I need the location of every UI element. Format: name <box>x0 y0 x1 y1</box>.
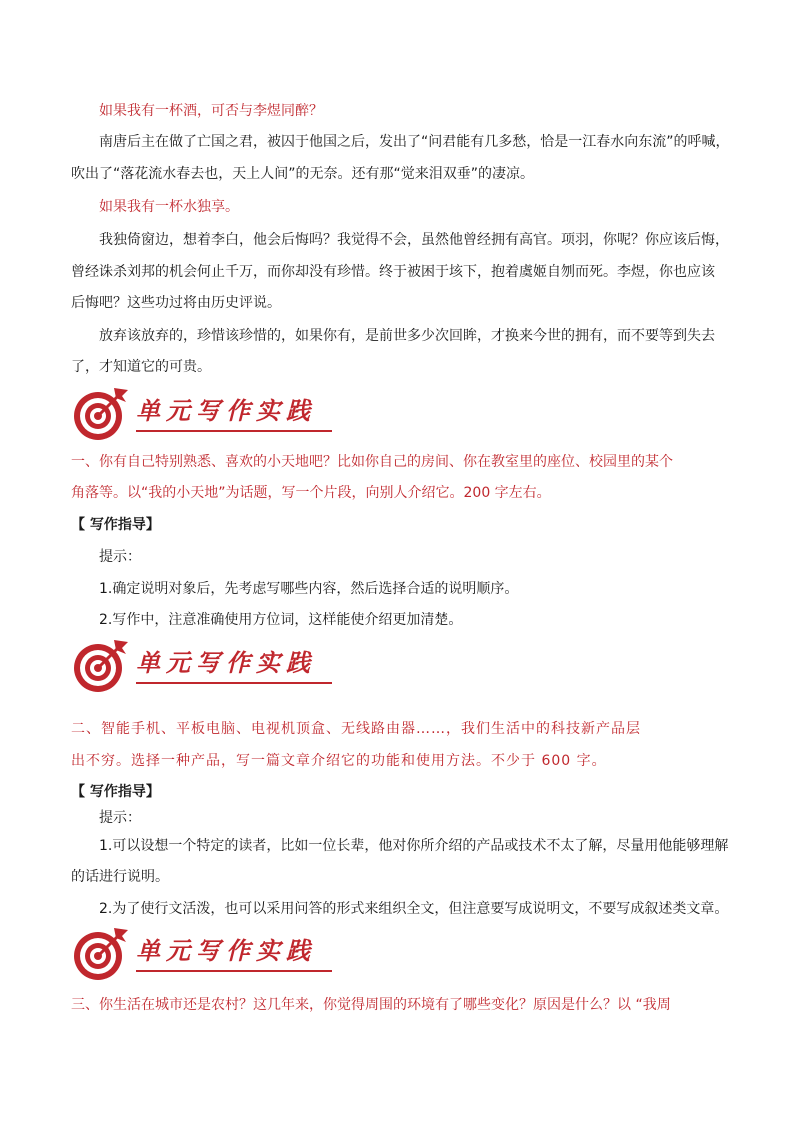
banner-underline <box>136 970 332 972</box>
section2-guide-title: 【 写作指导】 <box>71 784 160 800</box>
section-banner-1 <box>70 384 332 444</box>
section2-tip-1a: 1.可以设想一个特定的读者，比如一位长辈，他对你所介绍的产品或技术不太了解，尽量用他能够理解 <box>99 838 729 854</box>
poem-paragraph-2a: 我独倚窗边，想着李白，他会后悔吗？我觉得不会，虽然他曾经拥有高官。项羽，你呢？你应该后悔， <box>99 232 729 248</box>
section2-tip-1b: 的话进行说明。 <box>71 869 169 885</box>
poem-paragraph-2c: 后悔吧？这些功过将由历史评说。 <box>71 295 281 311</box>
target-icon <box>70 924 132 984</box>
poem-paragraph-1a: 南唐后主在做了亡国之君，被囚于他国之后，发出了“问君能有几多愁，恰是一江春水向东流”的呼喊， <box>99 134 730 150</box>
target-icon <box>70 384 132 444</box>
section2-hint-label: 提示： <box>99 810 141 826</box>
section1-question-line-2: 角落等。以“我的小天地”为话题，写一个片段，向别人介绍它。200 字左右。 <box>71 485 551 501</box>
section1-hint-label: 提示： <box>99 549 141 565</box>
section1-guide-title: 【 写作指导】 <box>71 517 160 533</box>
section3-question-line-1: 三、你生活在城市还是农村？这几年来，你觉得周围的环境有了哪些变化？原因是什么？以 “我周 <box>71 997 671 1013</box>
poem-paragraph-3b: 了，才知道它的可贵。 <box>71 359 211 375</box>
section1-tip-1: 1.确定说明对象后，先考虑写哪些内容，然后选择合适的说明顺序。 <box>99 581 519 597</box>
banner-underline <box>136 682 332 684</box>
banner-title: 单元写作实践 <box>136 936 316 965</box>
section-banner-3 <box>70 924 332 984</box>
poem-paragraph-2b: 曾经诛杀刘邦的机会何止千万，而你却没有珍惜。终于被困于垓下，抱着虞姬自刎而死。李煜，你也应该 <box>71 264 715 280</box>
target-icon <box>70 636 132 696</box>
banner-title: 单元写作实践 <box>136 396 316 425</box>
section2-question-line-1: 二、智能手机、平板电脑、电视机顶盒、无线路由器……，我们生活中的科技新产品层 <box>71 721 641 737</box>
section2-tip-2: 2.为了使行文活泼，也可以采用问答的形式来组织全文，但注意要写成说明文，不要写成叙述类文章。 <box>99 901 729 917</box>
poem-line-2: 如果我有一杯水独享。 <box>99 199 239 215</box>
banner-title: 单元写作实践 <box>136 648 316 677</box>
banner-underline <box>136 430 332 432</box>
poem-paragraph-1b: 吹出了“落花流水春去也，天上人间”的无奈。还有那“觉来泪双垂”的凄凉。 <box>71 166 535 182</box>
section-banner-2 <box>70 636 332 696</box>
section2-question-line-2: 出不穷。选择一种产品，写一篇文章介绍它的功能和使用方法。不少于 600 字。 <box>71 753 607 769</box>
section1-question-line-1: 一、你有自己特别熟悉、喜欢的小天地吧？比如你自己的房间、你在教室里的座位、校园里的某个 <box>71 454 673 470</box>
poem-paragraph-3a: 放弃该放弃的，珍惜该珍惜的，如果你有，是前世多少次回眸，才换来今世的拥有，而不要等到失去 <box>99 328 715 344</box>
section1-tip-2: 2.写作中，注意准确使用方位词，这样能使介绍更加清楚。 <box>99 612 463 628</box>
poem-line-1: 如果我有一杯酒，可否与李煜同醉？ <box>99 103 323 119</box>
